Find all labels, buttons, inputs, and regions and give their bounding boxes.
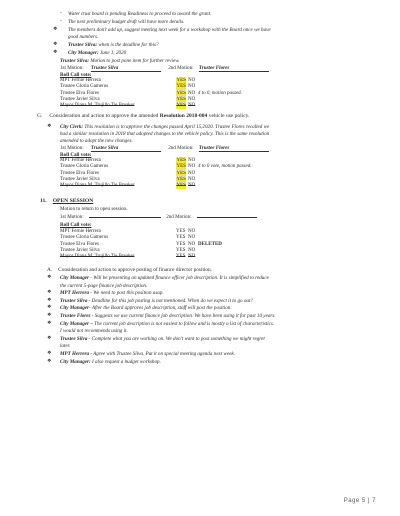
speaker: Trustee Flores [60, 313, 91, 319]
vote-no: NO [188, 254, 196, 260]
vote-member-name: Trustee Javier Silva [60, 96, 100, 102]
vote-no: NO [188, 96, 196, 102]
discussion-line [60, 321, 274, 327]
speaker-text: The current job description is not easiest to follow and is mostly a list of characteristics. [92, 320, 275, 327]
speaker-text: - Deadline for this job posting is not mentioned. When do we expect it to go out? [87, 297, 253, 304]
speaker: City Manager [60, 305, 90, 312]
motion-row [60, 214, 257, 220]
vote-member-name: Mayor Diana M. Trujillo Tie Breaker [60, 254, 135, 260]
vote-member-name: MPT Fernie Herrera [60, 78, 101, 83]
speaker-line [68, 50, 126, 56]
second-motion-label: 2nd Motion: [166, 214, 192, 220]
discussion-line [60, 336, 265, 342]
speaker: MPT Herrera [60, 351, 90, 357]
vote-yes: YES [176, 241, 186, 247]
vote-no: NO [188, 90, 196, 96]
item-text: vehicle use policy. [207, 113, 250, 119]
first-motion-label: 1st Motion: [60, 65, 84, 71]
motion-line [60, 58, 180, 64]
speaker-line [60, 124, 269, 130]
discussion-line [60, 305, 232, 311]
vote-no: NO [188, 241, 196, 247]
section-heading [40, 198, 93, 204]
vote-no: NO [188, 183, 196, 189]
speaker-text: Motion to post pone item for further review. [89, 58, 180, 64]
diamond-bullet-icon: ❖ [47, 335, 52, 341]
text-line: good numbers. [68, 34, 99, 40]
page-number: Page 5 | 7 [343, 498, 376, 504]
vote-yes: YES [176, 176, 186, 182]
vote-member-name: Trustee Javier Silva [60, 176, 100, 182]
diamond-bullet-icon: ❖ [47, 275, 52, 280]
speaker-text: the current 5-page finance job description. [60, 282, 148, 289]
speaker-text: when is the deadline for this? [97, 42, 159, 48]
vote-member-name: MPT Fernie Herrera [60, 158, 101, 163]
vote-no: NO [188, 170, 196, 176]
vote-no: NO [188, 235, 196, 241]
speaker: City Clerk: [60, 124, 84, 130]
speaker-text: I would not recommends using it. [60, 328, 128, 335]
speaker-text: - Will be presenting an updated finance officer job description. It is simplified to reduce [89, 275, 269, 281]
item-text: Consideration and action to approve posting of finance director position. [58, 267, 213, 273]
vote-yes: YES [176, 103, 186, 109]
roll-call-label: Roll Call vote: [60, 222, 92, 228]
vote-member-name: Trustee Elva Flores [60, 90, 99, 96]
vote-yes: YES [176, 254, 186, 260]
second-motion-label: 2nd Motion: [168, 145, 194, 151]
vote-member-name: Trustee Gloria Gameros [60, 84, 109, 90]
vote-member-name: Mayor Diana M. Trujillo Tie Breaker [60, 103, 135, 109]
discussion-line [60, 351, 235, 357]
vote-member-name: Trustee Gloria Gameros [60, 164, 109, 170]
discussion-line [60, 313, 276, 319]
vote-no: NO [188, 247, 196, 253]
second-motion-blank [197, 217, 257, 218]
speaker: City Manager – [60, 320, 93, 327]
section-number: 11. [40, 198, 47, 204]
speaker-text: June 1, 2020 [98, 50, 127, 56]
dash-bullet: - [60, 19, 62, 24]
vote-no: NO [188, 176, 196, 182]
diamond-bullet-icon: ❖ [47, 313, 52, 318]
vote-note: 4 to 0 vote, motion passed. [198, 164, 252, 170]
speaker-text: - Complete what you are working on. We don't want to post something we might regret [87, 335, 265, 342]
vote-member-name: Trustee Elva Flores [60, 170, 99, 176]
item-letter: A. [47, 267, 53, 273]
first-motion-label: 1st Motion: [60, 145, 84, 151]
vote-no: NO [188, 103, 196, 109]
discussion-line [60, 283, 147, 289]
vote-yes: YES [176, 90, 186, 96]
text-line: The next preliminary budget draft will have more details. [68, 19, 185, 25]
diamond-bullet-icon: ❖ [47, 358, 52, 364]
vote-no: NO [188, 84, 196, 90]
vote-member-name: MPT Fernie Herrera [60, 229, 101, 234]
discussion-line [60, 343, 70, 349]
first-motion-label: 1st Motion: [60, 214, 84, 220]
diamond-bullet-icon: ❖ [47, 351, 52, 356]
text-line: Water trust board is pending Readiness to proceed to award the grant. [68, 11, 212, 17]
item-letter: G. [37, 113, 43, 119]
vote-member-name: Trustee Javier Silva [60, 247, 100, 253]
text-line: amended to adopt the new changes. [60, 138, 133, 144]
first-motion-blank [89, 217, 161, 218]
diamond-bullet-icon: ❖ [53, 50, 58, 55]
speaker: City Manager: [60, 358, 91, 365]
text-line: had a similar resolution in 2018 that adopted changes to the vehicle policy. This is the same resolution [60, 131, 270, 137]
speaker: Trustee Silva [60, 297, 88, 304]
dash-bullet: - [60, 11, 62, 16]
discussion-line [60, 328, 128, 334]
second-motion-label: 2nd Motion: [168, 65, 194, 71]
discussion-line [60, 298, 253, 304]
speaker-text: This resolution is to approve the changes passed April 15,2020. Trustee Flores recalled we [83, 124, 270, 130]
vote-no: NO [188, 229, 196, 234]
speaker: City Manager [60, 275, 90, 281]
item-text: Consideration and action to approve the amended [49, 113, 160, 119]
roll-call-label: Roll Call vote: [60, 72, 92, 78]
vote-yes: YES [176, 78, 186, 83]
diamond-bullet-icon: ❖ [47, 124, 52, 129]
speaker: MPT Herrera [60, 290, 90, 297]
discussion-line [60, 275, 269, 281]
item-a [47, 267, 212, 273]
speaker-text: later. [60, 343, 71, 350]
vote-member-name: Mayor Diana M. Trujillo Tie Breaker [60, 183, 135, 189]
vote-member-name: Trustee Elva Flores [60, 241, 99, 247]
vote-yes: YES [176, 235, 186, 241]
motion-row [60, 145, 269, 152]
vote-yes: YES [176, 164, 186, 170]
motion-row [60, 65, 269, 72]
resolution-number: Resolution 2018-004 [159, 113, 208, 119]
speaker-text: - Agree with Trustee Silva. Put it on special meeting agenda next week. [89, 351, 235, 357]
vote-yes: YES [176, 170, 186, 176]
diamond-bullet-icon: ❖ [47, 305, 52, 311]
speaker: Trustee Silva [60, 335, 88, 342]
speaker: Trustee Silva: [60, 58, 90, 64]
speaker: City Manager: [68, 50, 99, 56]
vote-yes: YES [176, 158, 186, 163]
vote-yes: YES [176, 229, 186, 234]
vote-no: NO [188, 78, 196, 83]
first-motion-value: Trustee Silva [91, 145, 161, 152]
speaker: Trustee Silva: [68, 42, 98, 48]
text-line: The members don't add up, suggest meeting next week for a workshop with the Board once we have [68, 27, 271, 33]
diamond-bullet-icon: ❖ [47, 290, 52, 296]
second-motion-value: Trustee Flores [199, 65, 269, 72]
speaker-line [68, 42, 159, 48]
diamond-bullet-icon: ❖ [47, 320, 52, 326]
item-g [37, 113, 249, 119]
speaker-text: - We need to post this position asap. [89, 290, 164, 297]
vote-note: DELETED [198, 241, 222, 247]
vote-member-name: Trustee Gloria Gameros [60, 235, 109, 241]
section-title: OPEN SESSION [52, 198, 94, 204]
vote-no: NO [188, 164, 196, 170]
text-line: Motion to return to open session. [60, 206, 128, 212]
vote-yes: YES [176, 96, 186, 102]
speaker-text: - After the Board approves job description, staff will post the position. [89, 305, 232, 312]
vote-no: NO [188, 158, 196, 163]
roll-call-label: Roll Call vote: [60, 152, 92, 158]
speaker-text: I also request a budget workshop. [90, 358, 161, 365]
diamond-bullet-icon: ❖ [47, 297, 52, 303]
vote-yes: YES [176, 183, 186, 189]
diamond-bullet-icon: ❖ [53, 42, 58, 47]
first-motion-value: Trustee Silva [91, 65, 161, 72]
discussion-line [60, 290, 164, 296]
diamond-bullet-icon: ❖ [53, 27, 58, 32]
vote-yes: YES [176, 84, 186, 90]
speaker-text: - Suggests we use current finance job description. We have been using it for past 10 years. [90, 313, 276, 319]
second-motion-value: Trustee Flores [199, 145, 269, 152]
vote-yes: YES [176, 247, 186, 253]
discussion-line [60, 359, 161, 365]
vote-note: 4 to 0, motion passed. [198, 90, 242, 96]
